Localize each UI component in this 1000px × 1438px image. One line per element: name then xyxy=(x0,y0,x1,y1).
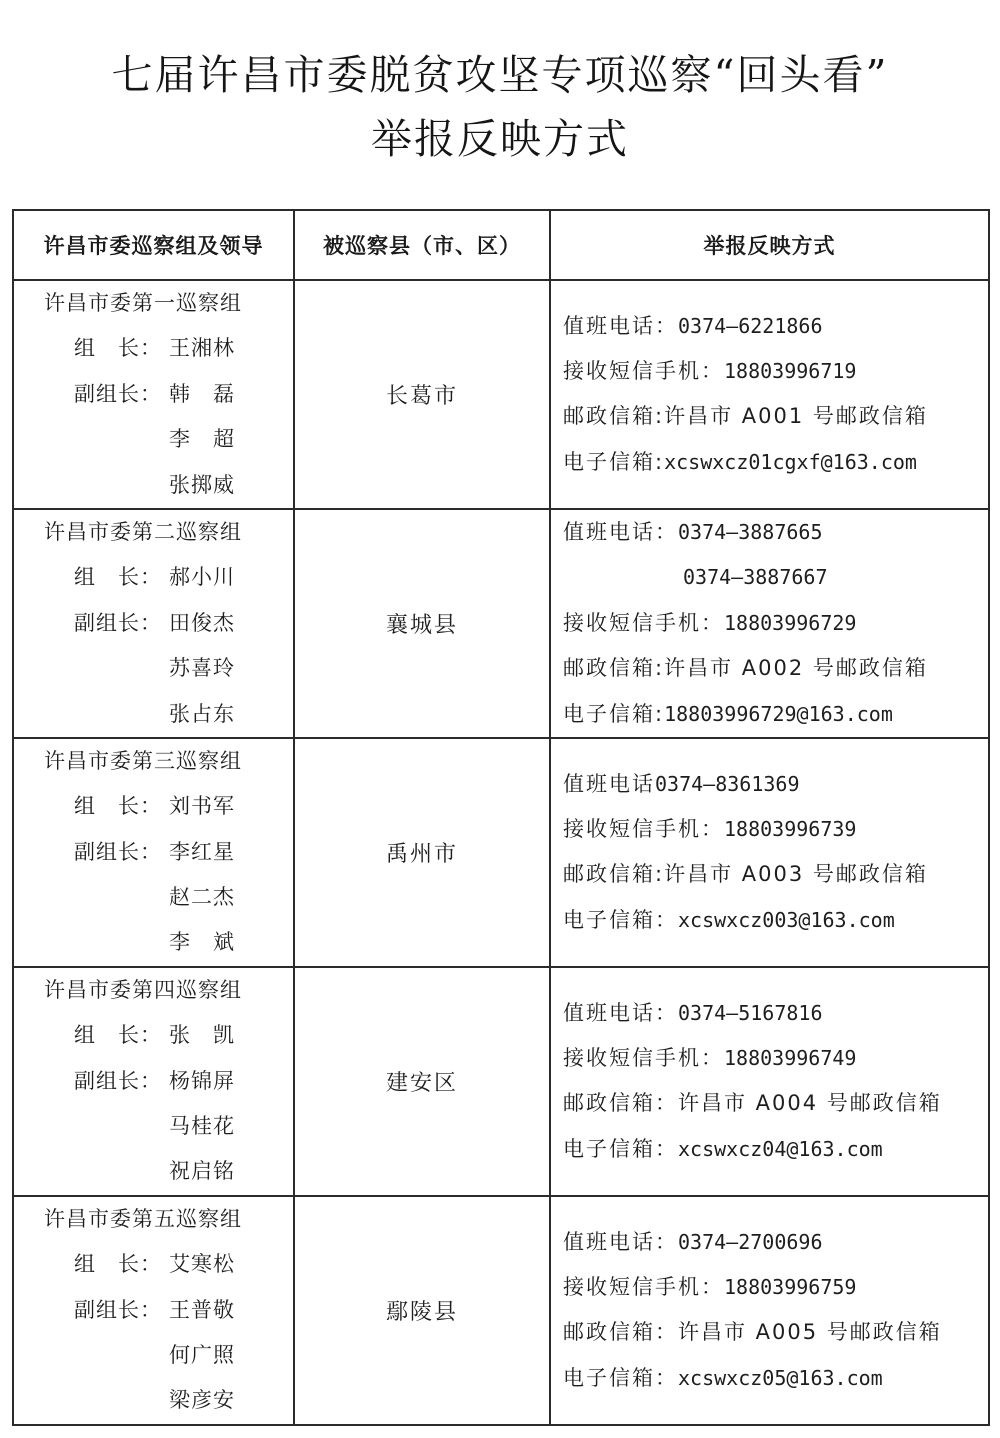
deputy-leader-name: 马桂花 xyxy=(169,1114,235,1139)
deputy-leader-row xyxy=(44,1378,274,1423)
sms-row xyxy=(563,1036,988,1081)
deputy-leader-label: 副组长： xyxy=(74,381,162,406)
table-row xyxy=(13,509,989,738)
duty-phone-number: 0374—8361369 xyxy=(655,771,800,796)
sms-label: 接收短信手机： xyxy=(563,1045,724,1070)
deputy-leader-name: 张占东 xyxy=(169,701,235,726)
mailbox-row xyxy=(563,394,988,439)
mailbox-row xyxy=(563,646,988,691)
group-leader-label: 组 长： xyxy=(74,794,162,819)
mailbox-address: 许昌市 A002 号邮政信箱 xyxy=(664,656,928,681)
mailbox-address: 许昌市 A005 号邮政信箱 xyxy=(678,1320,942,1345)
group-leader-label: 组 长： xyxy=(74,1252,162,1277)
deputy-leader-name: 李红星 xyxy=(169,839,235,864)
group-leaders xyxy=(44,1197,274,1424)
page-title-line-1: 七届许昌市委脱贫攻坚专项巡察“回头看” xyxy=(111,51,889,99)
table-header-row xyxy=(13,210,989,280)
group-name-row xyxy=(44,739,274,784)
contact-cell xyxy=(550,738,989,967)
mailbox-label: 邮政信箱: xyxy=(563,862,665,887)
group-leaders xyxy=(44,281,274,508)
deputy-leader-name: 祝启铭 xyxy=(169,1159,235,1184)
deputy-leader-label: 副组长： xyxy=(74,1068,162,1093)
group-leader-row xyxy=(44,1242,274,1287)
sms-row xyxy=(563,349,988,394)
contact-cell xyxy=(550,509,989,738)
mailbox-label: 邮政信箱: xyxy=(563,656,665,681)
sms-label: 接收短信手机： xyxy=(563,359,724,384)
deputy-leader-row xyxy=(44,463,274,508)
contact-list xyxy=(551,762,988,944)
mailbox-label: 邮政信箱： xyxy=(563,1320,678,1345)
table-row xyxy=(13,1196,989,1425)
inspected-county: 建安区 xyxy=(294,967,550,1196)
sms-number: 18803996739 xyxy=(724,816,857,841)
sms-label: 接收短信手机： xyxy=(563,1274,724,1299)
contact-cell xyxy=(550,1196,989,1425)
sms-label: 接收短信手机： xyxy=(563,816,724,841)
group-leader-label: 组 长： xyxy=(74,336,162,361)
deputy-leader-name: 何广照 xyxy=(169,1342,235,1367)
sms-number: 18803996729 xyxy=(724,610,857,635)
inspected-county: 禹州市 xyxy=(294,738,550,967)
email-address: xcswxcz04@163.com xyxy=(678,1136,883,1161)
group-name-row xyxy=(44,1197,274,1242)
mailbox-row xyxy=(563,1081,988,1126)
deputy-leader-row xyxy=(44,417,274,462)
group-leader-name: 郝小川 xyxy=(169,565,235,590)
contact-list xyxy=(551,991,988,1173)
group-name-row xyxy=(44,968,274,1013)
deputy-leader-name: 苏喜玲 xyxy=(169,656,235,681)
header-report-methods: 举报反映方式 xyxy=(550,210,989,280)
duty-phone-label: 值班电话： xyxy=(563,1000,678,1025)
table-row xyxy=(13,738,989,967)
group-name: 许昌市委第三巡察组 xyxy=(44,748,242,773)
sms-row xyxy=(563,807,988,852)
duty-phone-label: 值班电话 xyxy=(563,771,655,796)
email-row xyxy=(563,440,988,485)
group-leaders-cell xyxy=(13,1196,294,1425)
email-row xyxy=(563,1127,988,1172)
group-leader-row xyxy=(44,1013,274,1058)
sms-row xyxy=(563,601,988,646)
duty-phone-number: 0374—3887667 xyxy=(683,565,828,590)
group-leaders-cell xyxy=(13,738,294,967)
group-name: 许昌市委第四巡察组 xyxy=(44,977,242,1002)
sms-number: 18803996759 xyxy=(724,1274,857,1299)
deputy-leader-label: 副组长： xyxy=(74,1297,162,1322)
inspected-county: 鄢陵县 xyxy=(294,1196,550,1425)
contact-list xyxy=(551,510,988,737)
deputy-leader-row xyxy=(44,646,274,691)
mailbox-address: 许昌市 A003 号邮政信箱 xyxy=(664,862,928,887)
group-leader-name: 张 凯 xyxy=(169,1023,235,1048)
group-name-row xyxy=(44,281,274,326)
email-label: 电子信箱: xyxy=(563,701,665,726)
contact-list xyxy=(551,1220,988,1402)
header-inspected-county: 被巡察县（市、区） xyxy=(294,210,550,280)
email-row xyxy=(563,898,988,943)
duty-phone-row xyxy=(563,555,988,600)
group-leaders-cell xyxy=(13,967,294,1196)
deputy-leader-row xyxy=(44,372,274,417)
duty-phone-row xyxy=(563,1220,988,1265)
mailbox-row xyxy=(563,852,988,897)
email-address: 18803996729@163.com xyxy=(664,701,893,726)
email-label: 电子信箱： xyxy=(563,907,678,932)
group-name: 许昌市委第五巡察组 xyxy=(44,1206,242,1231)
deputy-leader-row xyxy=(44,1059,274,1104)
email-label: 电子信箱： xyxy=(563,1136,678,1161)
deputy-leader-row xyxy=(44,601,274,646)
group-leader-row xyxy=(44,784,274,829)
sms-number: 18803996719 xyxy=(724,359,857,384)
report-channels-table xyxy=(12,209,990,1426)
table-row xyxy=(13,967,989,1196)
deputy-leader-name: 李 斌 xyxy=(169,930,235,955)
group-leader-row xyxy=(44,326,274,371)
email-label: 电子信箱： xyxy=(563,1365,678,1390)
sms-row xyxy=(563,1265,988,1310)
duty-phone-number: 0374—2700696 xyxy=(678,1229,823,1254)
contact-list xyxy=(551,304,988,486)
table-row xyxy=(13,280,989,509)
duty-phone-label: 值班电话： xyxy=(563,313,678,338)
deputy-leader-name: 韩 磊 xyxy=(169,381,235,406)
deputy-leader-row xyxy=(44,1149,274,1194)
deputy-leader-name: 赵二杰 xyxy=(169,885,235,910)
mailbox-address: 许昌市 A001 号邮政信箱 xyxy=(664,404,928,429)
mailbox-label: 邮政信箱： xyxy=(563,1091,678,1116)
group-leaders xyxy=(44,510,274,737)
deputy-leader-row xyxy=(44,1104,274,1149)
page-title-line-2: 举报反映方式 xyxy=(371,115,629,163)
deputy-leader-name: 张掷威 xyxy=(169,472,235,497)
group-leaders-cell xyxy=(13,280,294,509)
deputy-leader-row xyxy=(44,830,274,875)
duty-phone-label: 值班电话： xyxy=(563,519,678,544)
deputy-leader-row xyxy=(44,920,274,965)
duty-phone-number: 0374—5167816 xyxy=(678,1000,823,1025)
sms-number: 18803996749 xyxy=(724,1045,857,1070)
group-leaders xyxy=(44,968,274,1195)
duty-phone-row xyxy=(563,510,988,555)
group-leader-label: 组 长： xyxy=(74,1023,162,1048)
inspected-county: 长葛市 xyxy=(294,280,550,509)
group-leader-name: 王湘林 xyxy=(169,336,235,361)
email-address: xcswxcz05@163.com xyxy=(678,1365,883,1390)
duty-phone-number: 0374—3887665 xyxy=(678,519,823,544)
group-leaders-cell xyxy=(13,509,294,738)
group-name-row xyxy=(44,510,274,555)
deputy-leader-name: 李 超 xyxy=(169,427,235,452)
duty-phone-row xyxy=(563,304,988,349)
deputy-leader-name: 梁彦安 xyxy=(169,1388,235,1413)
deputy-leader-label: 副组长： xyxy=(74,610,162,635)
deputy-leader-row xyxy=(44,692,274,737)
email-row xyxy=(563,692,988,737)
group-leader-name: 艾寒松 xyxy=(169,1252,235,1277)
group-leader-name: 刘书军 xyxy=(169,794,235,819)
mailbox-address: 许昌市 A004 号邮政信箱 xyxy=(678,1091,942,1116)
duty-phone-number: 0374—6221866 xyxy=(678,313,823,338)
deputy-leader-row xyxy=(44,1333,274,1378)
group-leader-row xyxy=(44,555,274,600)
deputy-leader-name: 田俊杰 xyxy=(169,610,235,635)
deputy-leader-label: 副组长： xyxy=(74,839,162,864)
email-label: 电子信箱: xyxy=(563,449,665,474)
group-leader-label: 组 长： xyxy=(74,565,162,590)
duty-phone-row xyxy=(563,991,988,1036)
deputy-leader-name: 王普敬 xyxy=(169,1297,235,1322)
group-leaders xyxy=(44,739,274,966)
deputy-leader-row xyxy=(44,1288,274,1333)
contact-cell xyxy=(550,280,989,509)
duty-phone-label: 值班电话： xyxy=(563,1229,678,1254)
mailbox-row xyxy=(563,1310,988,1355)
header-group-leaders: 许昌市委巡察组及领导 xyxy=(13,210,294,280)
sms-label: 接收短信手机： xyxy=(563,610,724,635)
deputy-leader-name: 杨锦屏 xyxy=(169,1068,235,1093)
duty-phone-row xyxy=(563,762,988,807)
contact-cell xyxy=(550,967,989,1196)
group-name: 许昌市委第一巡察组 xyxy=(44,291,242,315)
email-row xyxy=(563,1356,988,1401)
group-name: 许昌市委第二巡察组 xyxy=(44,519,242,544)
email-address: xcswxcz003@163.com xyxy=(678,907,895,932)
inspected-county: 襄城县 xyxy=(294,509,550,738)
email-address: xcswxcz01cgxf@163.com xyxy=(664,449,917,474)
mailbox-label: 邮政信箱: xyxy=(563,404,665,429)
deputy-leader-row xyxy=(44,875,274,920)
